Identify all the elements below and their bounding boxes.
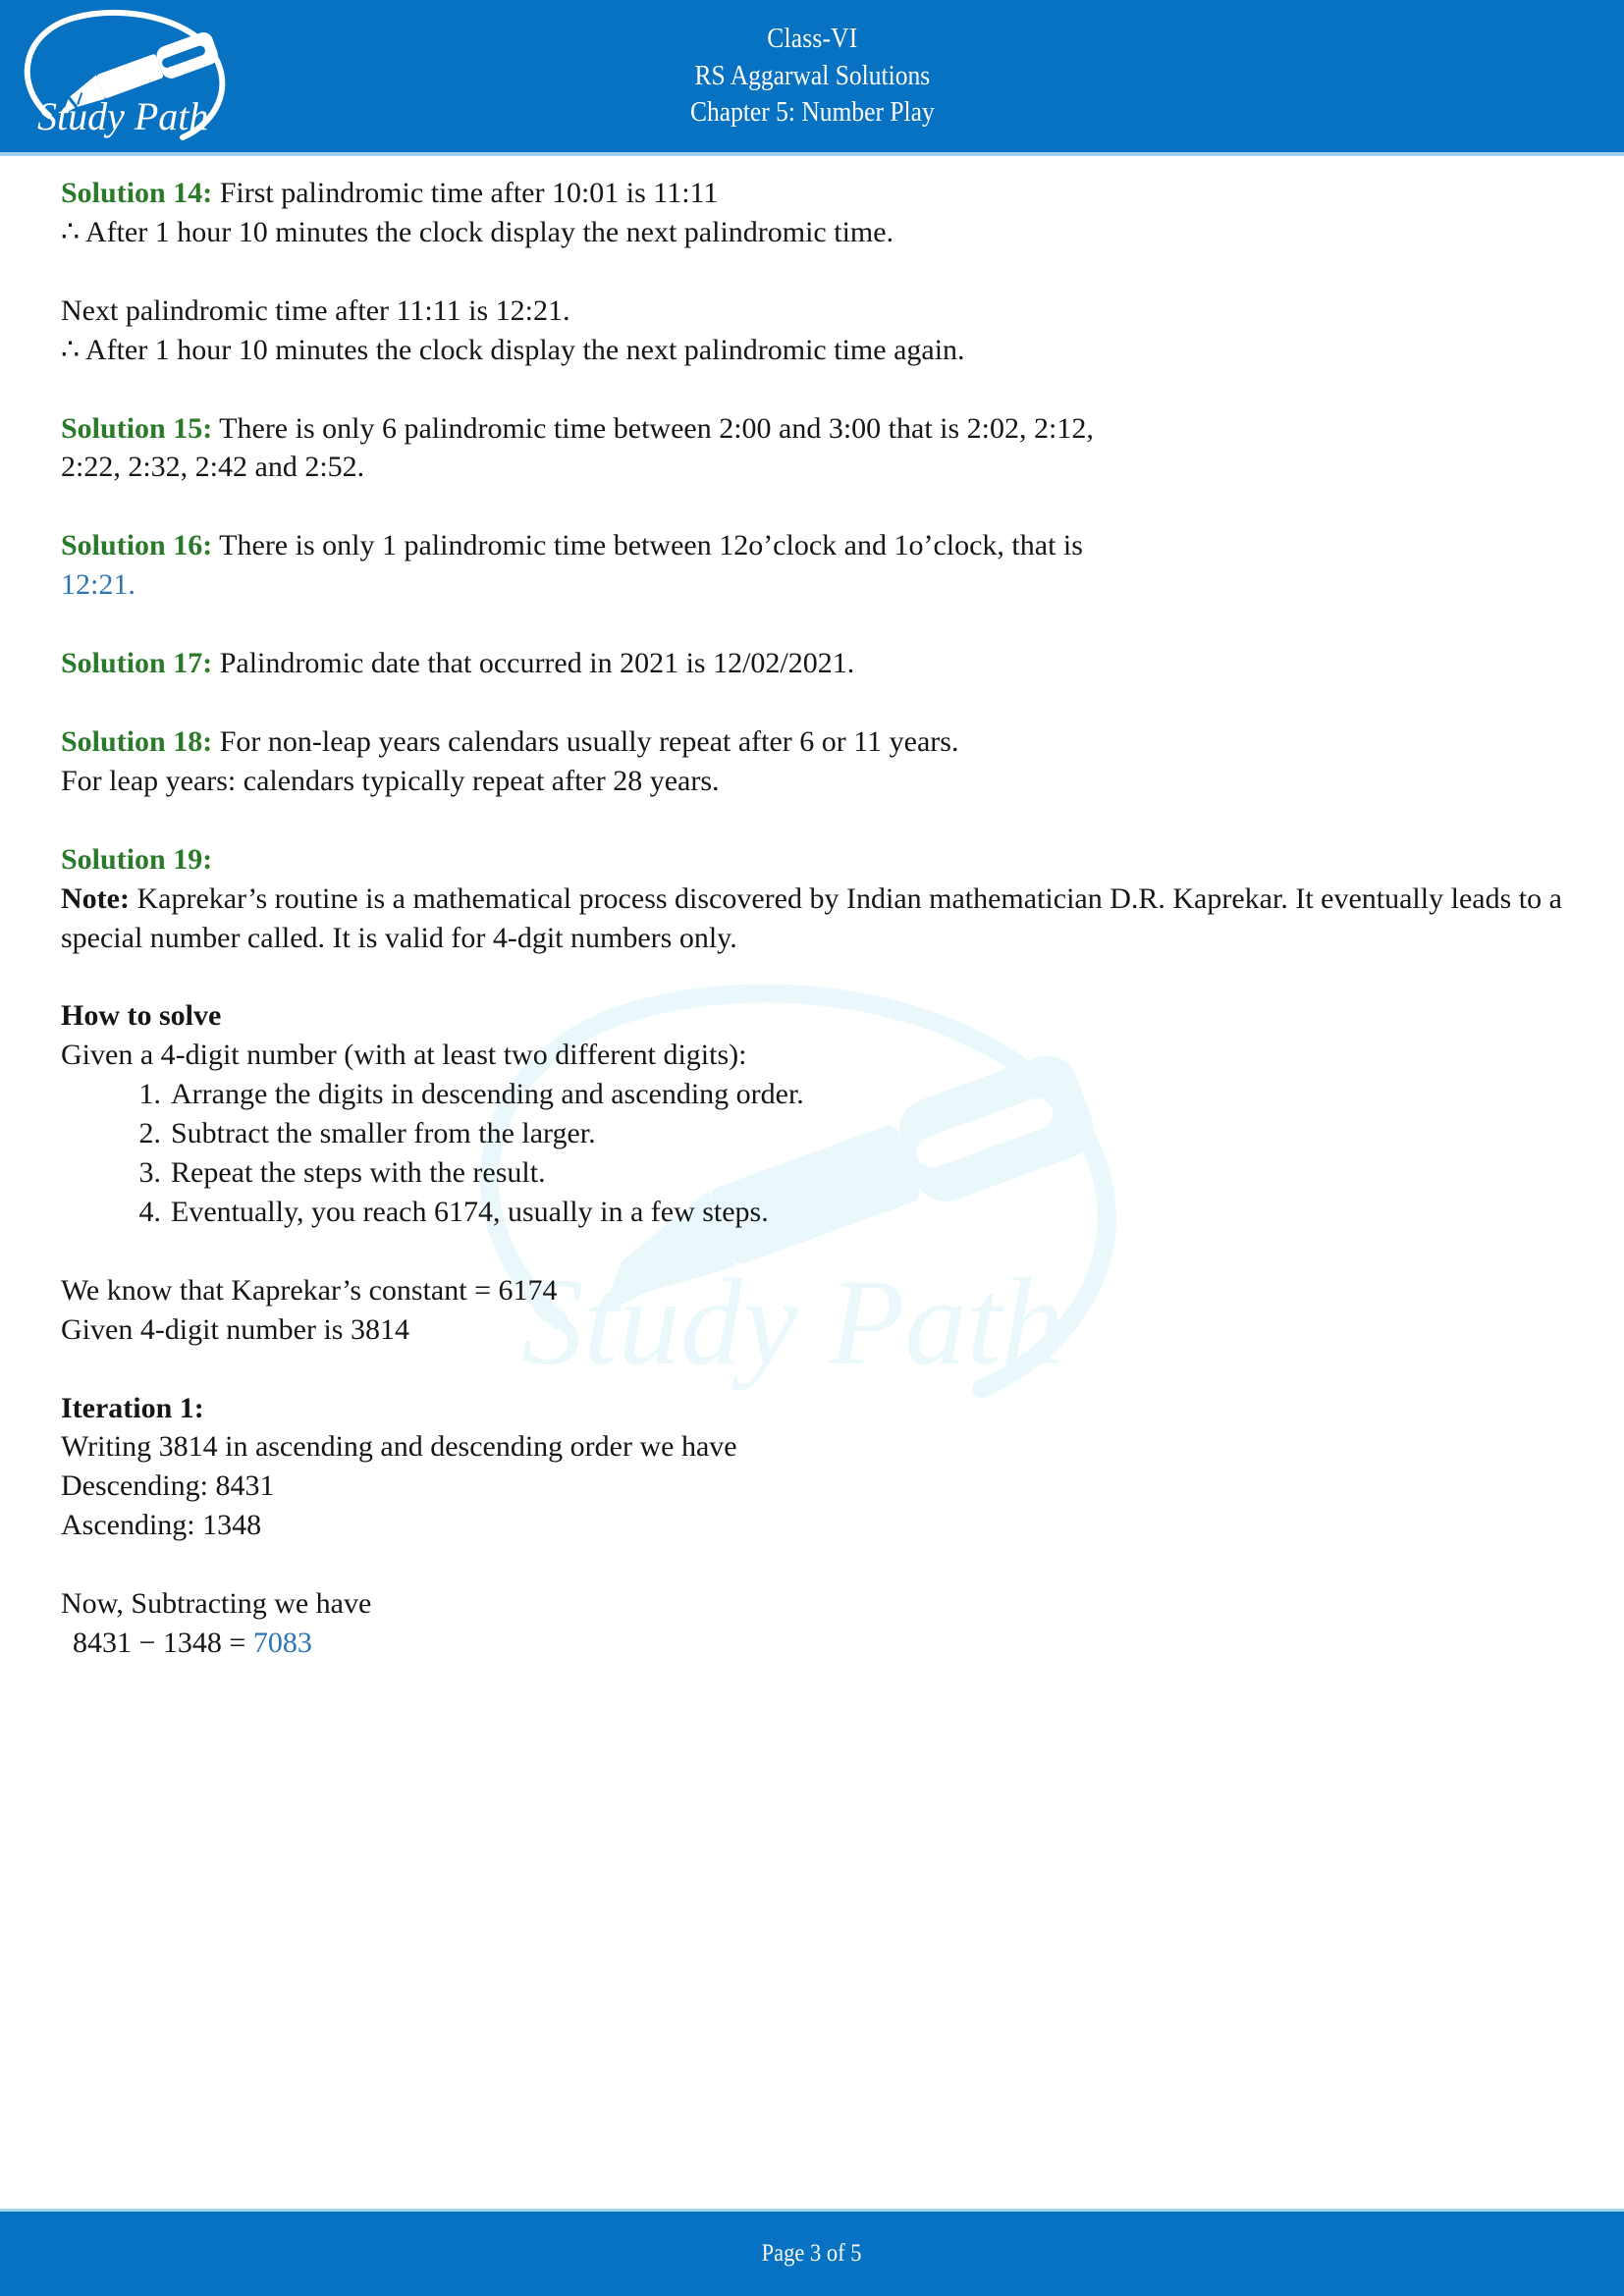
solution-19-note — [61, 880, 1563, 958]
how-to-solve-step-list — [61, 1075, 1563, 1232]
solution-15-line-2: 2:22, 2:32, 2:42 and 2:52. — [61, 451, 365, 484]
chapter-title: Chapter 5: Number Play — [689, 96, 935, 129]
solution-15-line-1 — [61, 409, 1563, 449]
solution-15-text-a: There is only 6 palindromic time between 2:00 and 3:00 that is 2:02, 2:12, — [212, 411, 1094, 445]
solution-19-block — [61, 840, 1563, 1663]
spacer — [61, 370, 1563, 409]
spacer — [61, 252, 1563, 292]
svg-text:Study Path: Study Path — [37, 94, 209, 138]
solution-19-label: Solution 19: — [61, 842, 213, 876]
book-title: RS Aggarwal Solutions — [694, 59, 930, 91]
class-title: Class-VI — [766, 22, 858, 54]
page-footer — [0, 2212, 1624, 2296]
solution-18-block — [61, 722, 1563, 801]
spacer — [61, 683, 1563, 722]
solution-14-text-1: First palindromic time after 10:01 is 11:11 — [212, 177, 719, 209]
solution-17-text-a: Palindromic date that occurred in 2021 is 12/02/2021. — [212, 647, 855, 680]
list-item: Arrange the digits in descending and ascending order. — [171, 1078, 804, 1111]
solution-16-label: Solution 16: — [61, 529, 213, 562]
solution-14-label: Solution 14: — [61, 177, 213, 209]
solution-14-line-3: Next palindromic time after 11:11 is 12:21. — [61, 294, 570, 327]
given-number-line: Given 4-digit number is 3814 — [61, 1312, 409, 1346]
watermark-text: Study Path — [521, 1254, 1064, 1392]
subtract-expression-line — [61, 1624, 1563, 1663]
solution-16-line-1 — [61, 526, 1563, 565]
solution-17-label: Solution 17: — [61, 647, 213, 680]
solution-14-block — [61, 174, 1563, 370]
solution-17-block — [61, 644, 1563, 683]
subtract-result: 7083 — [252, 1627, 312, 1660]
spacer — [61, 605, 1563, 644]
spacer — [61, 487, 1563, 526]
solution-16-text-a: There is only 1 palindromic time between 12o’clock and 1o’clock, that is — [212, 529, 1083, 562]
how-to-solve-intro: Given a 4-digit number (with at least two different digits): — [61, 1039, 747, 1072]
solution-14-line-2: ∴ After 1 hour 10 minutes the clock display the next palindromic time. — [61, 215, 894, 248]
solution-15-block — [61, 409, 1563, 488]
solution-16-block — [61, 526, 1563, 605]
ascending-line: Ascending: 1348 — [61, 1509, 262, 1542]
list-item: Eventually, you reach 6174, usually in a few steps. — [171, 1195, 769, 1228]
spacer — [61, 1350, 1563, 1389]
solution-17-line-1 — [61, 644, 1563, 683]
solution-19-heading — [61, 840, 1563, 880]
descending-line: Descending: 8431 — [61, 1469, 275, 1503]
note-text: Kaprekar’s routine is a mathematical process discovered by Indian mathematician D.R. Kaprekar. It eventually leads to a special number called. It is valid for 4-dgit numbers only. — [61, 881, 1562, 954]
spacer — [61, 1545, 1563, 1584]
kaprekar-constant-line: We know that Kaprekar’s constant = 6174 — [61, 1273, 558, 1307]
header-title-block — [690, 21, 935, 132]
study-path-logo — [14, 6, 249, 145]
list-item: Subtract the smaller from the larger. — [171, 1117, 596, 1150]
solution-18-label: Solution 18: — [61, 725, 213, 759]
solution-18-line-1 — [61, 722, 1563, 762]
solution-14-line-1 — [61, 174, 1563, 213]
how-to-solve-heading: How to solve — [61, 999, 222, 1033]
spacer — [61, 1232, 1563, 1271]
page-header — [0, 0, 1624, 152]
subtract-expression: 8431 − 1348 = — [73, 1627, 253, 1660]
subtract-intro-line: Now, Subtracting we have — [61, 1587, 372, 1621]
iteration-1-line-1: Writing 3814 in ascending and descending order we have — [61, 1430, 737, 1464]
solution-18-text-a: For non-leap years calendars usually repeat after 6 or 11 years. — [212, 725, 959, 759]
solution-15-label: Solution 15: — [61, 411, 213, 445]
list-item: Repeat the steps with the result. — [171, 1156, 546, 1190]
solution-14-line-4: ∴ After 1 hour 10 minutes the clock display the next palindromic time again. — [61, 333, 965, 366]
page-content — [0, 152, 1624, 2212]
spacer — [61, 801, 1563, 840]
solution-18-line-2: For leap years: calendars typically repeat after 28 years. — [61, 764, 720, 797]
spacer — [61, 957, 1563, 996]
solution-16-answer: 12:21. — [61, 568, 135, 602]
iteration-1-heading: Iteration 1: — [61, 1391, 204, 1424]
page-number-text: Page 3 of 5 — [762, 2240, 862, 2267]
note-label: Note: — [61, 881, 130, 915]
